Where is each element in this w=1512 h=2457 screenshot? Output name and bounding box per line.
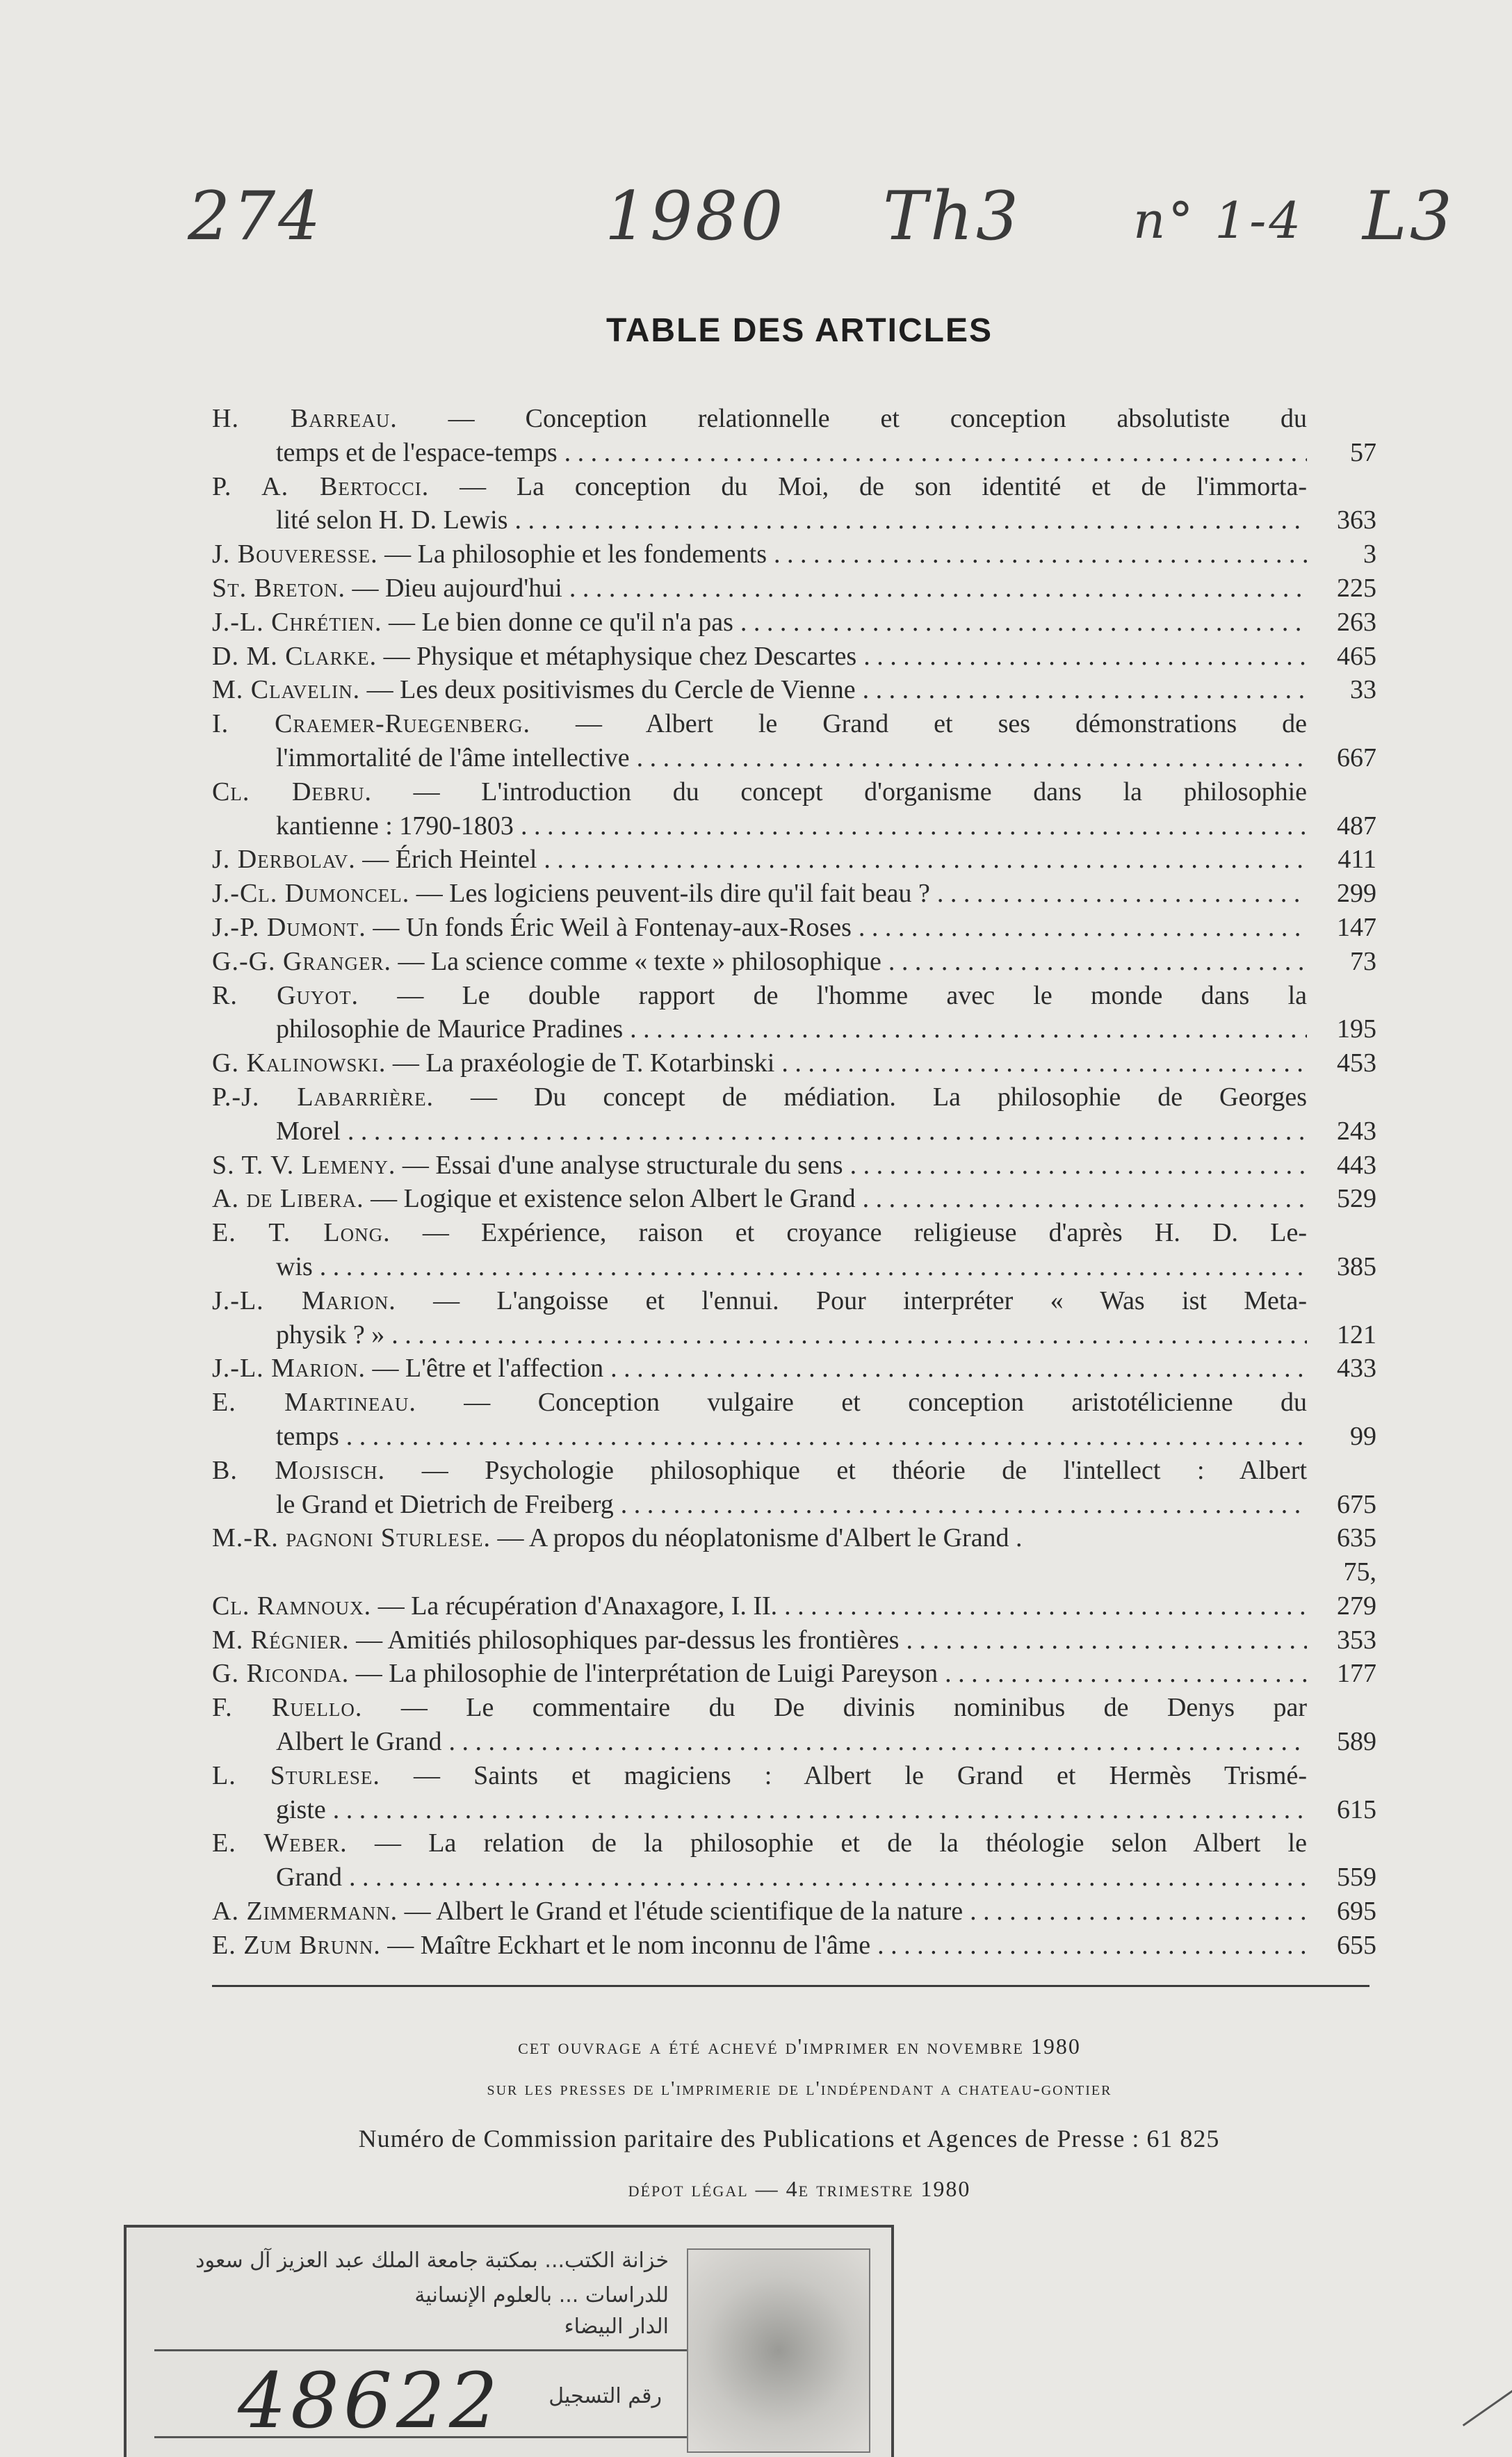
article-author: J. Bouveresse. <box>212 540 378 569</box>
article-title: — La philosophie et les fondements <box>384 540 767 569</box>
article-author: J.-P. Dumont. <box>212 912 366 942</box>
page-number: 195 <box>1337 1014 1376 1044</box>
article-title: — Essai d'une analyse structurale du sens <box>402 1150 843 1180</box>
article-title: — La conception du Moi, de son identité et de l'immorta- <box>460 471 1307 501</box>
article-author: D. M. Clarke. <box>212 641 377 671</box>
article-author: R. Guyot. <box>212 980 359 1010</box>
article-author: S. T. V. Lemeny. <box>212 1150 396 1180</box>
article-author: J.-Cl. Dumoncel. <box>212 879 410 909</box>
article-author: E. Martineau. <box>212 1388 416 1418</box>
page-number: 385 <box>1337 1251 1376 1281</box>
article-entry <box>212 673 1376 707</box>
article-entry <box>212 707 1376 775</box>
article-title-continued: wis <box>276 1251 313 1281</box>
article-title: — La philosophie de l'interprétation de Luigi Pareyson <box>355 1659 938 1689</box>
article-author: L. Sturlese. <box>212 1760 380 1790</box>
article-author: Cl. Debru. <box>212 777 372 806</box>
article-title: — La praxéologie de T. Kotarbinski <box>392 1048 775 1078</box>
article-title-continued: Albert le Grand <box>276 1727 442 1757</box>
article-title: — L'angoisse et l'ennui. Pour interpréter « Was ist Meta- <box>433 1286 1307 1315</box>
article-title: — Le bien donne ce qu'il n'a pas <box>388 607 733 637</box>
article-title: — L'introduction du concept d'organisme dans la philosophie <box>413 777 1308 806</box>
article-entry <box>212 843 1376 877</box>
article-author: M.-R. pagnoni Sturlese. <box>212 1523 491 1553</box>
article-title: — Les logiciens peuvent-ils dire qu'il fait beau ? <box>416 879 930 909</box>
page-number: 453 <box>1337 1048 1376 1078</box>
colophon-line: sur les presses de l'imprimerie de l'indépendant a chateau-gontier <box>487 2077 1112 2100</box>
handwritten-note: L3 <box>1363 177 1455 255</box>
stamp-text: الدار البيضاء <box>564 2314 669 2339</box>
article-entry <box>212 1623 1376 1657</box>
page-number: 635 <box>1337 1523 1376 1553</box>
article-title-continued: Grand <box>276 1863 342 1892</box>
article-title: — Conception relationnelle et conception absolutiste du <box>448 404 1308 433</box>
article-entry <box>212 877 1376 911</box>
article-author: G.-G. Granger. <box>212 946 391 976</box>
article-title: — Un fonds Éric Weil à Fontenay-aux-Roses <box>373 912 852 942</box>
article-entry <box>212 1080 1376 1149</box>
article-entry <box>212 537 1376 571</box>
article-title-continued: l'immortalité de l'âme intellective <box>276 743 630 772</box>
page-number: 695 <box>1337 1897 1376 1927</box>
article-entry <box>212 979 1376 1047</box>
page-number: 121 <box>1337 1320 1376 1349</box>
article-author: J. Derbolav. <box>212 845 356 875</box>
article-author: J.-L. Marion. <box>212 1354 366 1384</box>
handwritten-note: 274 <box>188 177 324 255</box>
article-entry <box>212 775 1376 843</box>
article-title: — La science comme « texte » philosophique <box>398 946 881 976</box>
page-number: 487 <box>1337 811 1376 841</box>
article-author: F. Ruello. <box>212 1693 363 1723</box>
page-number: 411 <box>1338 845 1376 875</box>
colophon-line: cet ouvrage a été achevé d'imprimer en novembre 1980 <box>518 2034 1081 2059</box>
page-number: 465 <box>1337 641 1376 671</box>
article-title-continued: Morel <box>276 1116 341 1146</box>
page-number: 655 <box>1337 1930 1376 1960</box>
article-author: E. T. Long. <box>212 1218 391 1248</box>
article-title: — Saints et magiciens : Albert le Grand et Hermès Trismé- <box>414 1760 1308 1790</box>
article-entry <box>212 1826 1376 1895</box>
page-number: 299 <box>1337 879 1376 909</box>
article-entry <box>212 1352 1376 1386</box>
page-number: 443 <box>1337 1150 1376 1180</box>
article-author: Cl. Ramnoux. <box>212 1591 372 1621</box>
article-title-continued: philosophie de Maurice Pradines <box>276 1014 624 1044</box>
stamp-label: رقم التسجيل <box>548 2384 662 2408</box>
article-entry <box>212 1691 1376 1759</box>
article-entry <box>212 1555 1376 1623</box>
divider <box>212 1985 1369 1987</box>
article-author: G. Riconda. <box>212 1659 350 1689</box>
page-number: 263 <box>1337 607 1376 637</box>
article-title-continued: kantienne : 1790-1803 <box>276 811 514 841</box>
page-number: 589 <box>1337 1727 1376 1757</box>
article-author: J.-L. Chrétien. <box>212 607 382 637</box>
library-stamp <box>124 2225 894 2457</box>
article-title: — Maître Eckhart et le nom inconnu de l'âme <box>387 1930 871 1960</box>
page-number: 73 <box>1350 946 1376 976</box>
page-number: 225 <box>1337 573 1376 603</box>
article-entry <box>212 1216 1376 1284</box>
article-title-continued: temps et de l'espace-temps <box>276 437 558 467</box>
article-title: — Logique et existence selon Albert le Grand <box>371 1184 856 1214</box>
stamp-text: للدراسات ... بالعلوم الإنسانية <box>414 2283 669 2308</box>
article-entry <box>212 571 1376 606</box>
article-author: H. Barreau. <box>212 404 398 433</box>
article-author: A. de Libera. <box>212 1184 364 1214</box>
article-entry <box>212 1895 1376 1929</box>
page-number: 177 <box>1337 1659 1376 1689</box>
article-entry <box>212 1149 1376 1183</box>
article-title: — Amitiés philosophiques par-dessus les frontières <box>356 1625 900 1655</box>
handwritten-note: n° 1-4 <box>1133 191 1304 250</box>
stamp-text: خزانة الكتب... بمكتبة جامعة الملك عبد العزيز آل سعود <box>195 2248 669 2273</box>
article-entry <box>212 1046 1376 1080</box>
page-number: 3 <box>1363 540 1376 569</box>
page-number: 667 <box>1337 743 1376 772</box>
article-entry <box>212 402 1376 470</box>
emblem-icon <box>687 2248 870 2453</box>
article-title: — A propos du néoplatonisme d'Albert le Grand . <box>497 1523 1023 1553</box>
article-entry <box>212 470 1376 538</box>
pencil-mark <box>1447 2366 1512 2426</box>
article-author: M. Clavelin. <box>212 675 361 705</box>
page-number: 433 <box>1337 1354 1376 1384</box>
article-entry <box>212 1284 1376 1352</box>
article-title: — Conception vulgaire et conception aristotélicienne du <box>464 1388 1308 1418</box>
article-entry <box>212 1454 1376 1522</box>
stamp-divider <box>154 2349 697 2351</box>
article-entry <box>212 1386 1376 1454</box>
page-number: 243 <box>1337 1116 1376 1146</box>
article-entry <box>212 945 1376 979</box>
article-entry <box>212 606 1376 640</box>
article-entry <box>212 1182 1376 1216</box>
article-author: I. Craemer-Ruegenberg. <box>212 709 530 739</box>
article-author: M. Régnier. <box>212 1625 350 1655</box>
article-entry <box>212 1929 1376 1963</box>
article-title: — Érich Heintel <box>362 845 537 875</box>
colophon-line: dépot légal — 4e trimestre 1980 <box>628 2176 971 2201</box>
page-number: 529 <box>1337 1184 1376 1214</box>
article-author: St. Breton. <box>212 573 346 603</box>
colophon-line: Numéro de Commission paritaire des Publications et Agences de Presse : 61 825 <box>358 2125 1220 2152</box>
article-title: — Psychologie philosophique et théorie de l'intellect : Albert <box>421 1455 1308 1485</box>
page-number: 57 <box>1350 437 1376 467</box>
article-title-continued: physik ? » <box>276 1320 385 1349</box>
article-title: — Le commentaire du De divinis nominibus de Denys par <box>400 1693 1307 1723</box>
page-number: 75, 279 <box>1337 1557 1376 1621</box>
article-list <box>212 402 1376 1963</box>
stamp-divider <box>154 2436 697 2438</box>
article-title: — Du concept de médiation. La philosophie de Georges <box>471 1082 1307 1112</box>
article-title: — Albert le Grand et l'étude scientifique de la nature <box>404 1897 964 1927</box>
page-number: 147 <box>1337 912 1376 942</box>
page-number: 559 <box>1337 1863 1376 1892</box>
article-entry <box>212 1657 1376 1691</box>
handwritten-note: Th3 <box>883 177 1021 255</box>
article-author: J.-L. Marion. <box>212 1286 396 1315</box>
registration-number: 48622 <box>238 2356 502 2445</box>
article-title: — Dieu aujourd'hui <box>352 573 562 603</box>
article-title-continued: lité selon H. D. Lewis <box>276 505 508 535</box>
page-number: 615 <box>1337 1794 1376 1824</box>
article-entry <box>212 640 1376 674</box>
article-title-continued: le Grand et Dietrich de Freiberg <box>276 1489 614 1519</box>
article-title: — Expérience, raison et croyance religieuse d'après H. D. Le- <box>422 1218 1308 1248</box>
handwritten-note: 1980 <box>605 177 786 255</box>
article-title: — Le double rapport de l'homme avec le monde dans la <box>397 980 1308 1010</box>
article-author: G. Kalinowski. <box>212 1048 387 1078</box>
article-title: — Les deux positivismes du Cercle de Vienne <box>366 675 856 705</box>
article-author: P. A. Bertocci. <box>212 471 430 501</box>
article-author: P.-J. Labarrière. <box>212 1082 434 1112</box>
article-title: — L'être et l'affection <box>372 1354 604 1384</box>
page-number: 675 <box>1337 1489 1376 1519</box>
article-title-continued: temps <box>276 1421 339 1451</box>
article-title: — Albert le Grand et ses démonstrations de <box>575 709 1308 739</box>
article-author: E. Weber. <box>212 1828 348 1858</box>
page-title: TABLE DES ARTICLES <box>605 312 993 349</box>
article-title: — Physique et métaphysique chez Descartes <box>383 641 857 671</box>
article-entry <box>212 911 1376 945</box>
article-author: A. Zimmermann. <box>212 1897 398 1927</box>
article-entry <box>212 1759 1376 1827</box>
article-author: E. Zum Brunn. <box>212 1930 381 1960</box>
page-number: 99 <box>1350 1421 1376 1451</box>
article-author: B. Mojsisch. <box>212 1455 386 1485</box>
article-title-continued: giste <box>276 1794 326 1824</box>
article-title: — La relation de la philosophie et de la théologie selon Albert le <box>374 1828 1307 1858</box>
page-number: 353 <box>1337 1625 1376 1655</box>
article-entry <box>212 1521 1376 1555</box>
page-number: 33 <box>1350 675 1376 705</box>
article-title: — La récupération d'Anaxagore, I. II. <box>377 1591 778 1621</box>
page-number: 363 <box>1337 505 1376 535</box>
